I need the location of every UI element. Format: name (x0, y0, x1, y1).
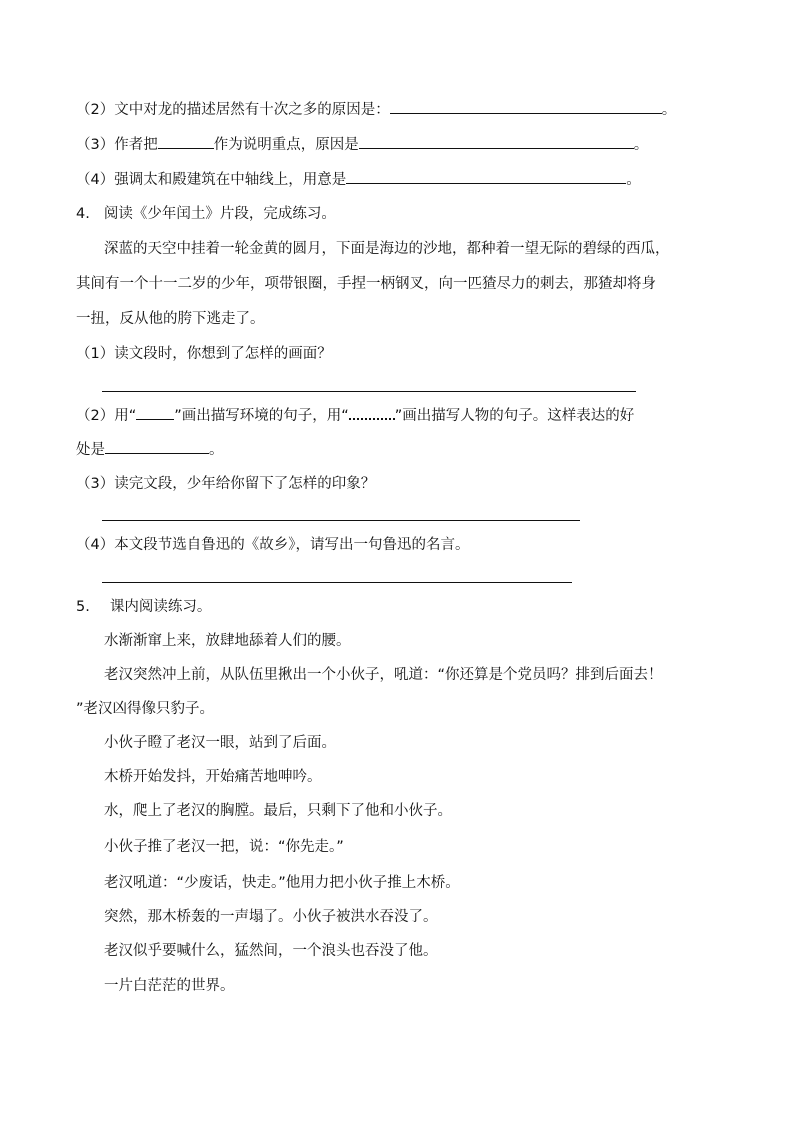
question-4-line (76, 169, 641, 190)
answer-blank[interactable] (390, 99, 662, 114)
answer-line[interactable] (102, 520, 580, 521)
section-4-heading (76, 204, 336, 224)
section-title: 阅读《少年闰土》片段，完成练习。 (103, 206, 336, 222)
section-number: 4. (76, 206, 90, 222)
straight-underline-sample (136, 405, 174, 420)
question-2-line (76, 99, 676, 120)
subquestion-4: （4）本文段节选自鲁迅的《故乡》，请写出一句鲁迅的名言。 (76, 537, 470, 553)
passage-line: 老汉似乎要喊什么，猛然间，一个浪头也吞没了他。 (104, 943, 438, 959)
subquestion-2-text-d: 处是 (76, 442, 105, 458)
subquestion-1: （1）读文段时，你想到了怎样的画面？ (76, 346, 332, 362)
section-title: 课内阅读练习。 (109, 599, 212, 615)
passage-line: 水渐渐窜上来，放肆地舔着人们的腰。 (104, 633, 351, 649)
subquestion-2-text-c: ”画出描写人物的句子。这样表达的好 (394, 408, 635, 424)
period: 。 (626, 172, 641, 188)
passage-line: 一扭，反从他的胯下逃走了。 (76, 311, 265, 327)
answer-blank[interactable] (346, 169, 626, 184)
section-5-heading (76, 597, 211, 617)
question-3-text-b: 作为说明重点，原因是 (213, 137, 359, 153)
subquestion-2 (76, 404, 634, 426)
question-2-text: （2）文中对龙的描述居然有十次之多的原因是： (76, 102, 390, 118)
subquestion-2-text-b: ”画出描写环境的句子，用“ (174, 408, 349, 424)
period: 。 (661, 102, 677, 118)
passage-line: 突然，那木桥轰的一声塌了。小伙子被洪水吞没了。 (104, 909, 438, 925)
subquestion-2-line-2 (76, 439, 224, 460)
answer-blank[interactable] (359, 134, 634, 149)
section-number: 5. (76, 599, 90, 615)
answer-blank[interactable] (158, 134, 214, 149)
passage-line: 木桥开始发抖，开始痛苦地呻吟。 (104, 769, 322, 785)
passage-line: 老汉突然冲上前，从队伍里揪出一个小伙子，吼道：“你还算是个党员吗？排到后面去！ (104, 667, 663, 683)
wavy-underline-sample (349, 404, 395, 420)
period: 。 (633, 137, 649, 153)
passage-line: 深蓝的天空中挂着一轮金黄的圆月，下面是海边的沙地，都种着一望无际的碧绿的西瓜， (104, 241, 670, 257)
subquestion-3: （3）读完文段，少年给你留下了怎样的印象？ (76, 476, 376, 492)
question-3-line (76, 134, 648, 155)
answer-line[interactable] (102, 391, 636, 392)
passage-line: 水，爬上了老汉的胸膛。最后，只剩下了他和小伙子。 (104, 803, 452, 819)
passage-line: 小伙子瞪了老汉一眼，站到了后面。 (104, 735, 336, 751)
answer-line[interactable] (102, 582, 572, 583)
passage-line: 其间有一个十一二岁的少年，项带银圈，手捏一柄钢叉，向一匹猹尽力的刺去，那猹却将身 (76, 276, 656, 292)
passage-line: 一片白茫茫的世界。 (104, 978, 235, 994)
answer-blank[interactable] (105, 439, 209, 454)
subquestion-2-text-a: （2）用“ (76, 408, 137, 424)
passage-line: ”老汉凶得像只豹子。 (76, 701, 215, 717)
period: 。 (209, 442, 224, 458)
passage-line: 老汉吼道：“少废话，快走。”他用力把小伙子推上木桥。 (104, 875, 460, 891)
question-3-text-a: （3）作者把 (76, 137, 158, 153)
passage-line: 小伙子推了老汉一把，说：“你先走。” (104, 839, 344, 855)
question-4-text: （4）强调太和殿建筑在中轴线上，用意是 (76, 172, 347, 188)
